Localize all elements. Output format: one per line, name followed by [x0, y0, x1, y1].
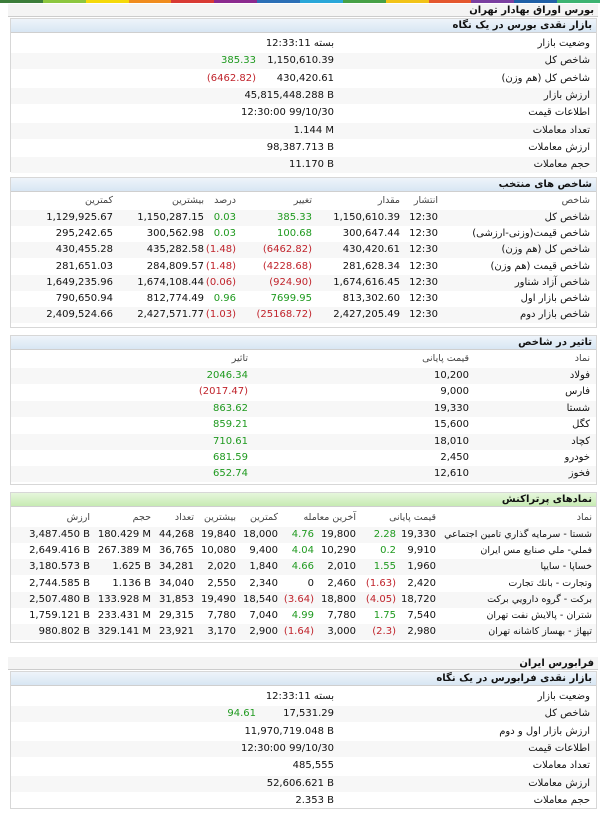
index-change: (4228.68): [262, 260, 312, 272]
most-traded-title: نمادهای پرتراکنش: [11, 493, 596, 507]
impact-row: [11, 368, 596, 384]
impact-row: [11, 450, 596, 466]
traded-low: 18,000: [243, 529, 278, 540]
traded-last: 2,010: [327, 561, 356, 573]
traded-count: 31,853: [159, 593, 194, 605]
glance-value: 11.170 B: [288, 159, 334, 171]
glance-row: [11, 71, 596, 87]
strip-segment: [0, 0, 43, 3]
glance-value: بسته 12:33:11: [265, 38, 334, 49]
strip-segment: [429, 0, 472, 3]
index-row: [11, 275, 596, 291]
traded-last: 2,460: [327, 577, 356, 589]
glance-change: (6462.82): [206, 72, 256, 84]
glance-label: شاخص کل (هم وزن): [501, 72, 590, 84]
header-name: شاخص: [561, 195, 590, 206]
glance-row: [11, 88, 596, 104]
traded-low: 1,840: [249, 561, 278, 573]
traded-volume: 233.431 M: [97, 610, 151, 621]
traded-value: 3,487.450 B: [29, 529, 90, 540]
impact-symbol: شستا: [566, 402, 590, 414]
glance-label: ارزش بازار اول و دوم: [499, 725, 590, 737]
index-percent: 0.03: [213, 212, 236, 223]
traded-value: 980.802 B: [38, 626, 90, 638]
header-symbol: نماد: [574, 353, 590, 364]
traded-close: 9,910: [407, 545, 436, 557]
header-change: تغییر: [293, 195, 312, 206]
traded-last: 10,290: [321, 545, 356, 557]
glance-row: [11, 53, 596, 69]
index-name: شاخص بازار دوم: [520, 309, 590, 321]
traded-close-chg: 2.28: [373, 529, 396, 540]
traded-volume: 329.141 M: [97, 626, 151, 638]
traded-close: 2,420: [407, 577, 436, 589]
index-row: [11, 291, 596, 307]
impact-price: 9,000: [440, 386, 469, 398]
traded-count: 34,281: [159, 561, 194, 573]
header-count: تعداد: [174, 512, 194, 523]
impact-row: [11, 466, 596, 482]
index-high: 1,674,108.44: [137, 276, 204, 288]
traded-row: [11, 608, 596, 624]
traded-value: 3,180.573 B: [29, 561, 90, 573]
traded-row: [11, 592, 596, 608]
traded-last-chg: 0: [307, 577, 314, 589]
traded-count: 36,765: [159, 545, 194, 557]
glance-row: [11, 689, 596, 705]
strip-segment: [557, 0, 600, 3]
most-traded-header-row: [11, 510, 596, 526]
traded-value: 1,759.121 B: [29, 610, 90, 621]
impact-impact: 681.59: [213, 452, 248, 463]
glance-value: 12:30:00 99/10/30: [240, 742, 334, 754]
index-row: [11, 259, 596, 275]
traded-symbol: بركت - گروه دارويي بركت: [487, 593, 592, 605]
index-change: (25168.72): [256, 309, 312, 321]
traded-close-chg: (4.05): [365, 593, 396, 605]
strip-segment: [43, 0, 86, 3]
selected-indices-title: شاخص های منتخب: [11, 178, 596, 192]
index-value: 300,647.44: [342, 228, 400, 240]
index-impact-header-row: [11, 351, 596, 367]
traded-count: 29,315: [159, 610, 194, 621]
index-name: شاخص آزاد شناور: [514, 276, 590, 288]
glance-value: 1,150,610.39: [267, 55, 334, 67]
glance-label: وضعیت بازار: [537, 38, 590, 49]
header-symbol: نماد: [576, 512, 592, 523]
traded-high: 2,550: [207, 577, 236, 589]
header-low: کمترین: [85, 195, 113, 206]
selected-indices-panel: [10, 177, 597, 328]
traded-high: 10,080: [201, 545, 236, 557]
header-last: آخرین معامله: [303, 512, 356, 523]
index-name: شاخص کل (هم وزن): [501, 244, 590, 256]
index-high: 284,809.57: [146, 260, 204, 272]
index-time: 12:30: [409, 309, 438, 321]
glance-row: [11, 105, 596, 121]
glance-label: شاخص کل: [544, 55, 590, 67]
traded-high: 2,020: [207, 561, 236, 573]
index-value: 1,674,616.45: [333, 276, 400, 288]
glance-label: حجم معاملات: [533, 159, 590, 171]
page-title: بورس اوراق بهادار تهران: [8, 4, 598, 17]
index-low: 430,455.28: [55, 244, 113, 256]
index-high: 1,150,287.15: [137, 212, 204, 223]
traded-last-chg: 4.99: [291, 610, 314, 621]
glance-value: 1.144 M: [293, 124, 334, 136]
glance-row: [11, 776, 596, 792]
traded-last-chg: 4.04: [291, 545, 314, 557]
header-time: انتشار: [413, 195, 438, 206]
traded-count: 44,268: [159, 529, 194, 540]
traded-close: 1,960: [407, 561, 436, 573]
index-low: 281,651.03: [55, 260, 113, 272]
traded-row: [11, 527, 596, 543]
impact-impact: 859.21: [213, 419, 248, 431]
index-percent: (1.48): [205, 244, 236, 256]
glance-label: تعداد معاملات: [532, 760, 590, 772]
glance-value: 485,555: [292, 760, 334, 772]
strip-segment: [386, 0, 429, 3]
traded-volume: 1.625 B: [112, 561, 151, 573]
glance-row: [11, 706, 596, 722]
traded-last: 3,000: [327, 626, 356, 638]
index-percent: 0.96: [213, 293, 236, 304]
glance-row: [11, 724, 596, 740]
traded-symbol: فملي- ملي صنايع مس ايران: [480, 545, 592, 557]
glance-value: 2.353 B: [295, 794, 334, 806]
impact-price: 19,330: [434, 402, 469, 414]
traded-last: 18,800: [321, 593, 356, 605]
traded-close-chg: 1.75: [373, 610, 396, 621]
traded-count: 34,040: [159, 577, 194, 589]
strip-segment: [86, 0, 129, 3]
traded-last-chg: (3.64): [283, 593, 314, 605]
index-name: شاخص قیمت(وزنی-ارزشی): [472, 228, 590, 240]
glance-value: 12:30:00 99/10/30: [240, 107, 334, 119]
index-name: شاخص کل: [544, 212, 590, 223]
traded-last: 7,780: [327, 610, 356, 621]
traded-close-chg: (2.3): [372, 626, 396, 638]
index-value: 813,302.60: [342, 293, 400, 304]
glance-row: [11, 140, 596, 156]
index-time: 12:30: [409, 212, 438, 223]
traded-row: [11, 543, 596, 559]
traded-value: 2,507.480 B: [29, 593, 90, 605]
impact-symbol: کگل: [572, 419, 590, 431]
glance-label: ارزش بازار: [543, 89, 590, 101]
index-time: 12:30: [409, 276, 438, 288]
index-row: [11, 210, 596, 226]
traded-count: 23,921: [159, 626, 194, 638]
strip-segment: [300, 0, 343, 3]
index-value: 281,628.34: [342, 260, 400, 272]
glance-value: 11,970,719.048 B: [244, 725, 334, 737]
traded-symbol: خساپا - سايپا: [540, 561, 592, 573]
header-high: بیشترین: [204, 512, 236, 523]
traded-last-chg: 4.66: [291, 561, 314, 573]
glance-value: بسته 12:33:11: [265, 691, 334, 702]
header-percent: درصد: [214, 195, 236, 206]
glance-row: [11, 793, 596, 809]
traded-row: [11, 624, 596, 640]
top-color-strip: [0, 0, 600, 3]
index-change: 385.33: [277, 212, 312, 223]
index-high: 812,774.49: [146, 293, 204, 304]
index-row: [11, 242, 596, 258]
index-time: 12:30: [409, 293, 438, 304]
impact-impact: 652.74: [213, 468, 248, 480]
traded-row: [11, 559, 596, 575]
glance-label: ارزش معاملات: [528, 777, 590, 789]
glance-label: وضعیت بازار: [537, 691, 590, 702]
tse-market-panel: [10, 18, 597, 172]
index-low: 2,409,524.66: [46, 309, 113, 321]
impact-price: 12,610: [434, 468, 469, 480]
header-impact: تاثیر: [231, 353, 248, 364]
index-name: شاخص بازار اول: [520, 293, 590, 304]
header-low: کمترین: [250, 512, 278, 523]
impact-price: 2,450: [440, 452, 469, 463]
index-value: 1,150,610.39: [333, 212, 400, 223]
farabourse-title: فرابورس ایران: [8, 657, 598, 670]
strip-segment: [343, 0, 386, 3]
index-low: 790,650.94: [55, 293, 113, 304]
traded-close: 7,540: [407, 610, 436, 621]
glance-value: 17,531.29: [283, 708, 334, 720]
index-time: 12:30: [409, 244, 438, 256]
ifb-market-title: بازار نقدی فرابورس در یک نگاه: [11, 672, 596, 686]
traded-high: 19,490: [201, 593, 236, 605]
traded-high: 3,170: [207, 626, 236, 638]
index-change: 7699.95: [270, 293, 312, 304]
traded-symbol: شستا - سرمايه گذاري تامين اجتماعي: [444, 529, 592, 540]
traded-close-chg: (1.63): [365, 577, 396, 589]
glance-row: [11, 758, 596, 774]
traded-symbol: شتران - پالايش نفت تهران: [486, 610, 592, 621]
glance-value: 45,815,448.288 B: [244, 89, 334, 101]
glance-label: شاخص کل: [544, 708, 590, 720]
traded-close-chg: 0.2: [380, 545, 396, 557]
index-value: 2,427,205.49: [333, 309, 400, 321]
traded-low: 7,040: [249, 610, 278, 621]
glance-change: 94.61: [227, 708, 256, 720]
traded-close: 19,330: [401, 529, 436, 540]
traded-row: [11, 576, 596, 592]
impact-impact: 2046.34: [206, 370, 248, 381]
glance-row: [11, 36, 596, 52]
index-high: 2,427,571.77: [137, 309, 204, 321]
traded-last-chg: 4.76: [291, 529, 314, 540]
traded-last-chg: (1.64): [283, 626, 314, 638]
glance-change: 385.33: [221, 55, 256, 67]
ifb-market-panel: [10, 671, 597, 809]
index-low: 295,242.65: [55, 228, 113, 240]
glance-value: 430,420.61: [276, 72, 334, 84]
index-change: (924.90): [269, 276, 312, 288]
glance-label: ارزش معاملات: [528, 141, 590, 153]
impact-row: [11, 401, 596, 417]
impact-symbol: فخوز: [568, 468, 590, 480]
traded-volume: 1.136 B: [112, 577, 151, 589]
traded-last: 19,800: [321, 529, 356, 540]
impact-row: [11, 384, 596, 400]
traded-low: 2,900: [249, 626, 278, 638]
index-change: (6462.82): [262, 244, 312, 256]
strip-segment: [471, 0, 514, 3]
index-row: [11, 226, 596, 242]
traded-high: 7,780: [207, 610, 236, 621]
glance-value: 52,606.621 B: [266, 777, 334, 789]
strip-segment: [129, 0, 172, 3]
index-name: شاخص قیمت (هم وزن): [490, 260, 590, 272]
index-time: 12:30: [409, 228, 438, 240]
impact-price: 15,600: [434, 419, 469, 431]
index-change: 100.68: [277, 228, 312, 240]
header-price: قیمت پایانی: [422, 353, 469, 364]
header-high: بیشترین: [172, 195, 204, 206]
strip-segment: [214, 0, 257, 3]
glance-value: 98,387.713 B: [266, 141, 334, 153]
header-volume: حجم: [132, 512, 151, 523]
traded-volume: 180.429 M: [97, 529, 151, 540]
strip-segment: [514, 0, 557, 3]
traded-low: 2,340: [249, 577, 278, 589]
index-impact-title: تاثیر در شاخص: [11, 336, 596, 350]
traded-low: 9,400: [249, 545, 278, 557]
glance-row: [11, 741, 596, 757]
impact-row: [11, 417, 596, 433]
index-low: 1,649,235.96: [46, 276, 113, 288]
traded-volume: 133.928 M: [97, 593, 151, 605]
impact-impact: (2017.47): [198, 386, 248, 398]
glance-row: [11, 157, 596, 173]
index-low: 1,129,925.67: [46, 212, 113, 223]
traded-low: 18,540: [243, 593, 278, 605]
index-percent: (1.48): [205, 260, 236, 272]
impact-symbol: کچاد: [571, 435, 590, 447]
glance-label: حجم معاملات: [533, 794, 590, 806]
index-value: 430,420.61: [342, 244, 400, 256]
header-close: قیمت پایانی: [389, 512, 436, 523]
impact-price: 10,200: [434, 370, 469, 381]
strip-segment: [171, 0, 214, 3]
impact-impact: 863.62: [213, 402, 248, 414]
traded-volume: 267.389 M: [97, 545, 151, 557]
traded-close-chg: 1.55: [373, 561, 396, 573]
index-high: 435,282.58: [146, 244, 204, 256]
glance-label: اطلاعات قیمت: [528, 742, 590, 754]
traded-close: 2,980: [407, 626, 436, 638]
glance-label: اطلاعات قیمت: [528, 107, 590, 119]
traded-high: 19,840: [201, 529, 236, 540]
index-percent: (1.03): [205, 309, 236, 321]
impact-symbol: خودرو: [564, 452, 590, 463]
index-percent: (0.06): [205, 276, 236, 288]
index-impact-panel: [10, 335, 597, 485]
impact-price: 18,010: [434, 435, 469, 447]
traded-close: 18,720: [401, 593, 436, 605]
traded-symbol: وتجارت - بانك تجارت: [508, 577, 592, 589]
tse-market-title: بازار نقدی بورس در یک نگاه: [11, 19, 596, 33]
glance-label: تعداد معاملات: [532, 124, 590, 136]
impact-impact: 710.61: [213, 435, 248, 447]
impact-row: [11, 434, 596, 450]
index-time: 12:30: [409, 260, 438, 272]
traded-symbol: تپهاژ - بهساز كاشانه تهران: [488, 626, 592, 638]
index-row: [11, 307, 596, 323]
most-traded-panel: [10, 492, 597, 643]
impact-symbol: فارس: [565, 386, 590, 398]
selected-indices-header-row: [11, 193, 596, 209]
header-value: ارزش: [66, 512, 90, 523]
index-high: 300,562.98: [146, 228, 204, 240]
strip-segment: [257, 0, 300, 3]
impact-symbol: فولاد: [569, 370, 590, 381]
glance-row: [11, 123, 596, 139]
traded-value: 2,649.416 B: [29, 545, 90, 557]
header-value: مقدار: [377, 195, 400, 206]
traded-value: 2,744.585 B: [29, 577, 90, 589]
index-percent: 0.03: [213, 228, 236, 240]
